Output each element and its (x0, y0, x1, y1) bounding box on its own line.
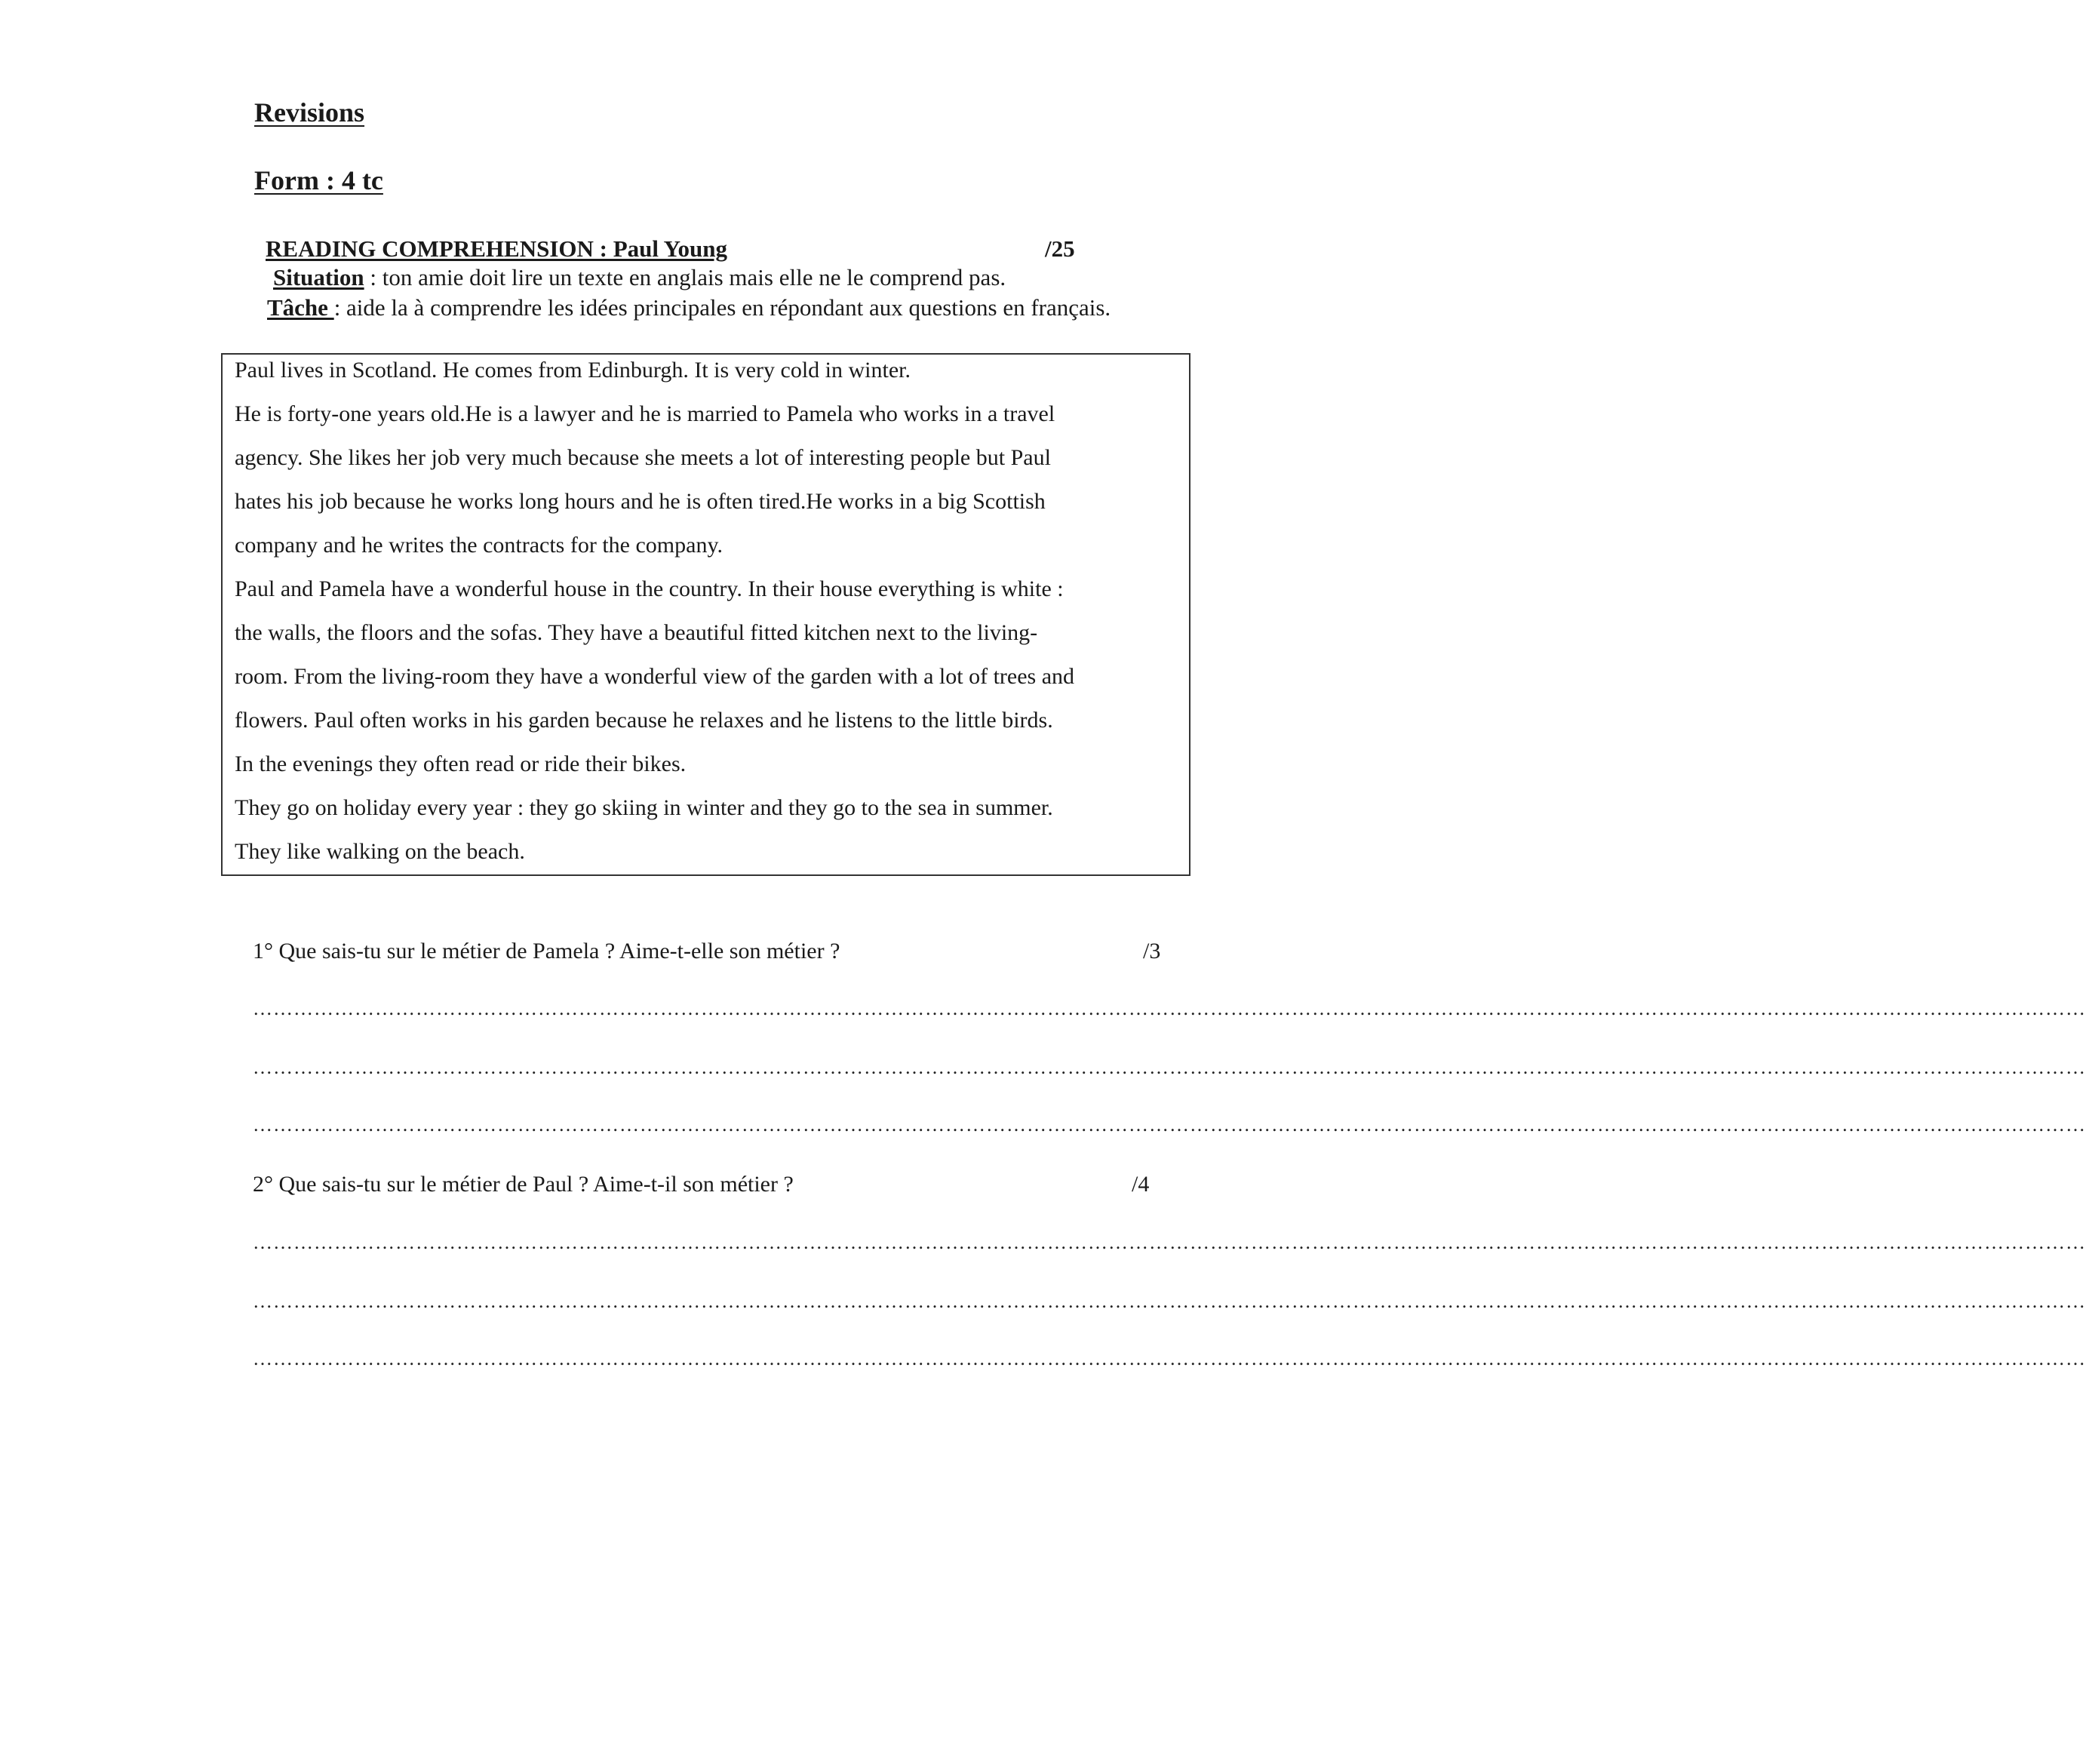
section-heading: READING COMPREHENSION : Paul Young (266, 235, 728, 262)
passage-line: He is forty-one years old.He is a lawyer and he is married to Pamela who works in a travel (235, 401, 1055, 426)
form-label: Form : 4 tc (254, 165, 383, 195)
passage-line: They like walking on the beach. (235, 839, 525, 864)
task-instruction (267, 294, 1111, 321)
situation-label: Situation (273, 264, 364, 290)
question-1: 1° Que sais-tu sur le métier de Pamela ? Aime-t-elle son métier ? (253, 939, 840, 963)
answer-line-q1-2[interactable]: ……………………………………………………………………………………………………………………………………………………………………………………………………………………………………………… (253, 1056, 2086, 1078)
question-2-score: /4 (1132, 1172, 1150, 1197)
passage-line: In the evenings they often read or ride their bikes. (235, 751, 687, 776)
task-text: : aide la à comprendre les idées principales en répondant aux questions en français. (333, 294, 1111, 321)
passage-line: hates his job because he works long hours and he is often tired.He works in a big Scottish (235, 489, 1046, 514)
question-1-score: /3 (1143, 939, 1161, 963)
passage-line: company and he writes the contracts for the company. (235, 533, 723, 558)
passage-line: the walls, the floors and the sofas. They have a beautiful fitted kitchen next to the living- (235, 620, 1038, 645)
answer-line-q1-3[interactable]: ……………………………………………………………………………………………………………………………………………………………………………………………………………………………………………… (253, 1114, 2086, 1136)
passage-line: Paul and Pamela have a wonderful house in the country. In their house everything is white : (235, 576, 1064, 601)
passage-line: They go on holiday every year : they go skiing in winter and they go to the sea in summer. (235, 795, 1053, 820)
answer-line-q2-3[interactable]: ……………………………………………………………………………………………………………………………………………………………………………………………………………………………………………… (253, 1348, 2086, 1369)
answer-line-q2-1[interactable]: ……………………………………………………………………………………………………………………………………………………………………………………………………………………………………………… (253, 1231, 2086, 1253)
passage-line: agency. She likes her job very much because she meets a lot of interesting people but Paul (235, 445, 1051, 470)
answer-line-q1-1[interactable]: ……………………………………………………………………………………………………………………………………………………………………………………………………………………………………………… (253, 997, 2086, 1019)
situation-instruction (273, 264, 1006, 291)
question-2: 2° Que sais-tu sur le métier de Paul ? Aime-t-il son métier ? (253, 1172, 794, 1197)
task-label: Tâche (267, 294, 334, 321)
section-score: /25 (1045, 235, 1075, 262)
answer-line-q2-2[interactable]: ……………………………………………………………………………………………………………………………………………………………………………………………………………………………………………… (253, 1290, 2086, 1312)
page-title: Revisions (254, 97, 365, 128)
reading-passage (221, 353, 1190, 876)
passage-line: Paul lives in Scotland. He comes from Edinburgh. It is very cold in winter. (235, 358, 911, 383)
passage-line: room. From the living-room they have a wonderful view of the garden with a lot of trees and (235, 664, 1075, 689)
situation-text: : ton amie doit lire un texte en anglais mais elle ne le comprend pas. (364, 264, 1006, 290)
passage-line: flowers. Paul often works in his garden because he relaxes and he listens to the little birds. (235, 708, 1053, 733)
